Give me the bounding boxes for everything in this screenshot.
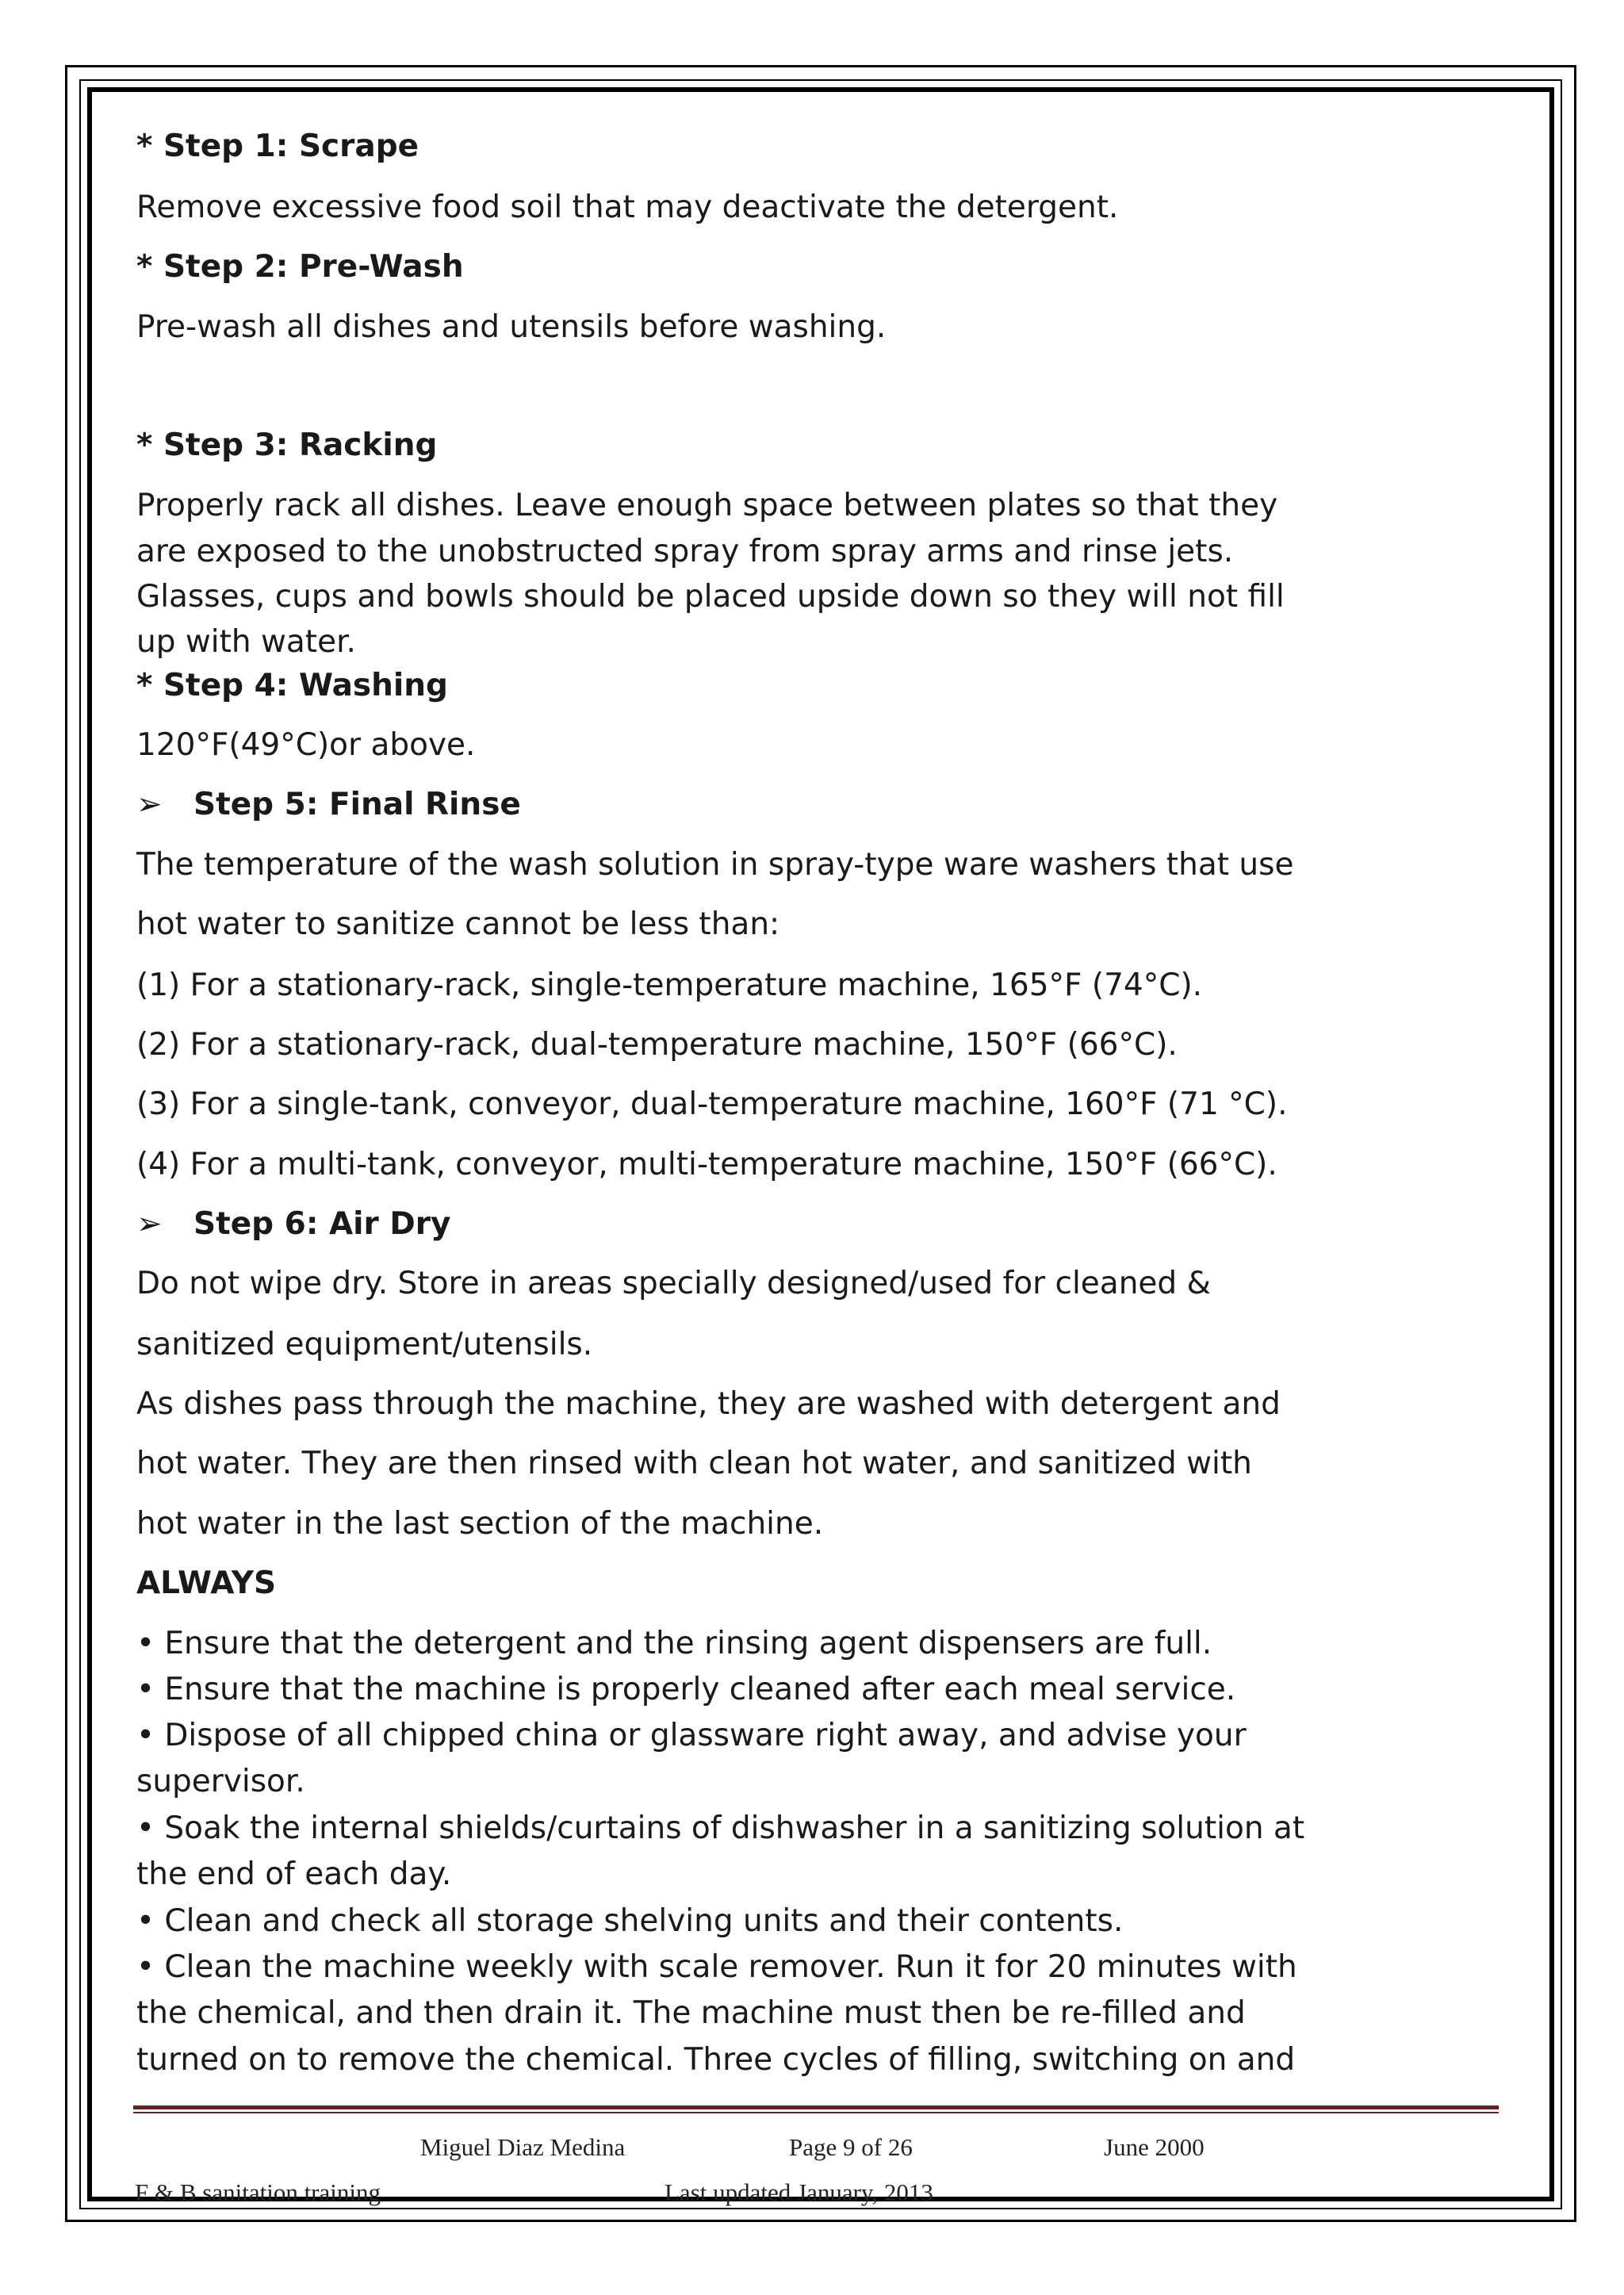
step-6-text-line: hot water in the last section of the machine. [136,1506,824,1542]
step-1-text: Remove excessive food soil that may deactivate the detergent. [136,190,1119,225]
footer-divider-thin [133,2112,1499,2113]
always-list-line: • Ensure that the machine is properly cleaned after each meal service. [136,1672,1236,1707]
footer-divider [133,2105,1499,2109]
step-6-title: Step 6: Air Dry [193,1206,451,1242]
step-5-text-line: (1) For a stationary-rack, single-temperature machine, 165°F (74°C). [136,967,1203,1003]
step-6-heading [136,1205,450,1244]
step-5-text-line: (3) For a single-tank, conveyor, dual-temperature machine, 160°F (71 °C). [136,1086,1288,1122]
step-5-text-line: The temperature of the wash solution in spray-type ware washers that use [136,847,1294,883]
step-4-heading: * Step 4: Washing [136,668,448,703]
step-3-text-line: up with water. [136,624,356,660]
always-list-line: • Clean and check all storage shelving units and their contents. [136,1903,1124,1939]
step-3-text-line: are exposed to the unobstructed spray from spray arms and rinse jets. [136,534,1234,569]
always-heading: ALWAYS [136,1565,277,1601]
always-list-line: supervisor. [136,1764,305,1799]
footer-date: June 2000 [1104,2133,1205,2161]
step-3-text-line: Glasses, cups and bowls should be placed upside down so they will not fill [136,579,1285,615]
footer-course-title: F & B sanitation training [135,2178,381,2206]
footer-author: Miguel Diaz Medina [420,2133,626,2161]
step-1-heading: * Step 1: Scrape [136,128,419,164]
always-list-line: • Clean the machine weekly with scale remover. Run it for 20 minutes with [136,1949,1297,1985]
step-6-text-line: sanitized equipment/utensils. [136,1327,593,1362]
always-list-line: • Ensure that the detergent and the rinsing agent dispensers are full. [136,1626,1212,1661]
step-5-text-line: (4) For a multi-tank, conveyor, multi-temperature machine, 150°F (66°C). [136,1147,1277,1182]
step-5-text-line: hot water to sanitize cannot be less than: [136,906,780,942]
always-list-line: • Soak the internal shields/curtains of dishwasher in a sanitizing solution at [136,1810,1305,1846]
step-5-text-line: (2) For a stationary-rack, dual-temperature machine, 150°F (66°C). [136,1027,1178,1063]
footer-page-number: Page 9 of 26 [789,2133,913,2161]
step-6-text-line: As dishes pass through the machine, they are washed with detergent and [136,1386,1281,1422]
step-5-title: Step 5: Final Rinse [193,787,521,822]
step-6-text-line: Do not wipe dry. Store in areas specially designed/used for cleaned & [136,1266,1211,1301]
step-2-heading: * Step 2: Pre-Wash [136,249,464,285]
always-list-line: • Dispose of all chipped china or glassware right away, and advise your [136,1718,1247,1753]
step-4-text: 120°F(49°C)or above. [136,727,476,763]
step-6-text-line: hot water. They are then rinsed with clean hot water, and sanitized with [136,1446,1252,1481]
always-list-line: the end of each day. [136,1856,452,1892]
step-2-text: Pre-wash all dishes and utensils before washing. [136,309,887,345]
arrow-bullet-icon: ➢ [136,787,163,822]
step-3-text-line: Properly rack all dishes. Leave enough space between plates so that they [136,488,1278,523]
step-5-heading [136,785,521,825]
step-3-heading: * Step 3: Racking [136,427,438,463]
footer-last-updated: Last updated January, 2013 [665,2178,933,2206]
always-list-line: the chemical, and then drain it. The machine must then be re-filled and [136,1995,1246,2031]
arrow-bullet-icon: ➢ [136,1206,163,1242]
always-list-line: turned on to remove the chemical. Three cycles of filling, switching on and [136,2042,1296,2078]
